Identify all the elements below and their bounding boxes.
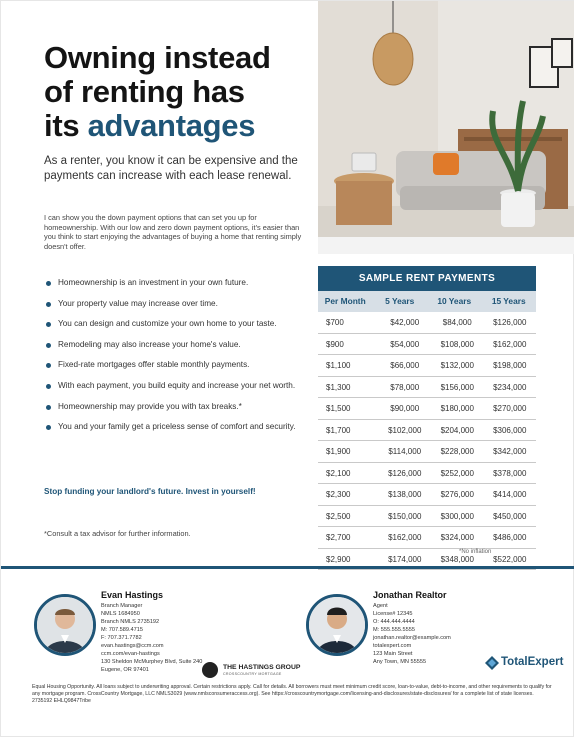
living-room-photo [318, 1, 574, 254]
table-cell: $276,000 [440, 490, 474, 499]
table-cell: $180,000 [440, 404, 474, 413]
headline-line-2: of renting has [44, 74, 245, 109]
call-to-action: Stop funding your landlord's future. Invest in yourself! [44, 487, 256, 496]
header-per-month: Per Month [324, 296, 366, 306]
agent-1-mobile: M: 707.589.4715 [101, 627, 143, 633]
agent-1-details [101, 602, 202, 674]
totalexpert-logo-icon [485, 656, 499, 670]
table-cell: $162,000 [388, 533, 422, 542]
bullet-text: Your property value may increase over time. [58, 298, 218, 308]
table-cell: $522,000 [493, 554, 527, 564]
totalexpert-logo-text: TotalExpert [501, 656, 564, 668]
agent-1-title: Branch Manager [101, 603, 143, 609]
table-cell: $324,000 [440, 533, 474, 542]
agent-2-name: Jonathan Realtor [373, 590, 447, 600]
agent-2-office: O: 444.444.4444 [373, 619, 415, 625]
bullet-item [44, 299, 306, 310]
bullet-item [44, 422, 306, 433]
table-row [318, 441, 536, 463]
table-cell: $198,000 [493, 361, 527, 370]
agent-2-mobile: M: 555.555.5555 [373, 627, 415, 633]
table-source-note: *No inflation [459, 549, 492, 555]
table-cell: $156,000 [440, 382, 474, 392]
hastings-group-logo-text: THE HASTINGS GROUP [223, 664, 301, 671]
table-cell: $132,000 [440, 361, 474, 370]
bullet-text: Homeownership may provide you with tax breaks.* [58, 401, 242, 411]
table-cell: $2,700 [326, 533, 351, 542]
table-cell: $54,000 [390, 339, 420, 349]
avatar-evan-hastings [34, 594, 96, 656]
table-cell: $486,000 [493, 533, 527, 542]
table-header-row [318, 291, 536, 312]
table-cell: $150,000 [388, 511, 422, 521]
body-paragraph: I can show you the down payment options that can set you up for homeownership. With our low and zero down payment options, it's easier than you think to start enjoying the advantages of buying a home that renting simply doesn't offer. [44, 213, 302, 251]
table-cell: $348,000 [440, 554, 474, 564]
headline [44, 41, 314, 143]
table-cell: $84,000 [442, 318, 472, 327]
bullet-item [44, 340, 306, 351]
table-cell: $1,900 [326, 447, 351, 456]
agent-2-city: Any Town, MN 55555 [373, 659, 427, 665]
agent-1-nmls: NMLS 1684950 [101, 611, 140, 617]
header-5-years: 5 Years [385, 296, 415, 306]
table-row [318, 506, 536, 528]
bullet-dot [46, 363, 51, 368]
agent-2-email[interactable]: jonathan.realtor@example.com [373, 635, 451, 641]
bullet-item [44, 278, 306, 289]
table-cell: $342,000 [493, 447, 527, 456]
header-15-years: 15 Years [491, 296, 526, 306]
bullet-dot [46, 384, 51, 389]
table-cell: $66,000 [390, 361, 420, 370]
agent-2-license: License# 12345 [373, 611, 413, 617]
rent-payments-table [318, 266, 536, 570]
table-cell: $108,000 [440, 339, 474, 349]
bullet-dot [46, 425, 51, 430]
table-cell: $126,000 [493, 318, 527, 327]
headline-line-3 [44, 109, 314, 143]
bullet-dot [46, 281, 51, 286]
agent-2-website[interactable]: totalexpert.com [373, 643, 412, 649]
agent-1-website[interactable]: ccm.com/evan-hastings [101, 651, 160, 657]
table-cell: $234,000 [493, 382, 527, 392]
tax-footnote: *Consult a tax advisor for further information. [44, 529, 191, 538]
table-row [318, 312, 536, 334]
bullet-text: Fixed-rate mortgages offer stable monthly payments. [58, 360, 250, 370]
table-cell: $114,000 [388, 447, 422, 456]
table-cell: $378,000 [493, 468, 527, 478]
table-cell: $204,000 [440, 425, 474, 435]
headline-line-1: Owning instead [44, 40, 271, 75]
footer-divider [1, 566, 574, 569]
table-row [318, 355, 536, 377]
table-cell: $1,700 [326, 425, 351, 435]
table-cell: $450,000 [493, 511, 527, 521]
table-cell: $42,000 [390, 318, 420, 327]
agent-1-city: Eugene, OR 97401 [101, 667, 149, 673]
table-row [318, 527, 536, 549]
bullet-dot [46, 322, 51, 327]
bullet-text: Homeownership is an investment in your own future. [58, 278, 249, 287]
bullet-text: Remodeling may also increase your home's value. [58, 339, 241, 349]
legal-disclaimer: Equal Housing Opportunity. All loans subject to underwriting approval. Certain restrictions apply. Call for details. All borrowers must meet minimum credit score, loan-to-value, debt-to-income, and other requirements to qualify for any mortgage program. CrossCountry Mortgage, LLC NMLS3029 (www.nmlsconsumeraccess.org). See https://crosscountrymortgage.com/licensing-and-disclosures/state-disclosures/ for a complete list of state licenses. 2735192 EHLQ9847Tribe [32, 684, 552, 704]
table-cell: $126,000 [388, 468, 422, 478]
table-row [318, 398, 536, 420]
bullet-item [44, 360, 306, 371]
table-cell: $102,000 [388, 425, 422, 435]
benefits-list [44, 278, 306, 433]
table-cell: $414,000 [493, 490, 527, 499]
table-cell: $162,000 [493, 339, 527, 349]
table-body [318, 312, 536, 570]
table-cell: $78,000 [390, 382, 420, 392]
bullet-text: With each payment, you build equity and increase your net worth. [58, 380, 296, 390]
table-cell: $252,000 [440, 468, 474, 478]
headline-accent: advantages [87, 108, 256, 143]
agent-2-title: Agent [373, 603, 388, 609]
agent-2-details [373, 602, 451, 666]
bullet-dot [46, 405, 51, 410]
hastings-group-logo-icon [202, 662, 218, 678]
table-cell: $900 [326, 339, 344, 349]
table-row [318, 420, 536, 442]
agent-1-fax: F: 707.371.7782 [101, 635, 142, 641]
avatar-jonathan-realtor [306, 594, 368, 656]
table-cell: $300,000 [440, 511, 474, 521]
bullet-dot [46, 302, 51, 307]
table-cell: $138,000 [388, 490, 422, 499]
bullet-item [44, 381, 306, 392]
agent-1-email[interactable]: evan.hastings@ccm.com [101, 643, 164, 649]
header-10-years: 10 Years [437, 296, 472, 306]
bullet-text: You can design and customize your own home to your taste. [58, 319, 277, 329]
table-row [318, 484, 536, 506]
table-cell: $2,500 [326, 511, 351, 521]
table-cell: $90,000 [390, 404, 420, 413]
table-cell: $1,300 [326, 382, 351, 392]
table-cell: $700 [326, 318, 344, 327]
table-cell: $2,900 [326, 554, 351, 564]
table-cell: $1,100 [326, 361, 351, 370]
table-row [318, 377, 536, 399]
bullet-item [44, 319, 306, 330]
table-row [318, 334, 536, 356]
agent-2-address: 123 Main Street [373, 651, 413, 657]
table-cell: $228,000 [440, 447, 474, 456]
bullet-dot [46, 343, 51, 348]
table-cell: $270,000 [493, 404, 527, 413]
agent-1-address: 130 Sheldon McMurphey Blvd, Suite 240 [101, 659, 203, 665]
table-row [318, 463, 536, 485]
table-cell: $306,000 [493, 425, 527, 435]
bullet-item [44, 402, 306, 413]
table-title: SAMPLE RENT PAYMENTS [318, 266, 536, 291]
lead-text: As a renter, you know it can be expensive and the payments can increase with each lease renewal. [44, 155, 298, 182]
table-cell: $2,300 [326, 490, 351, 499]
table-cell: $2,100 [326, 468, 351, 478]
table-cell: $174,000 [388, 554, 422, 564]
agent-1-name: Evan Hastings [101, 590, 164, 600]
headline-line-3-prefix: its [44, 108, 88, 143]
table-cell: $1,500 [326, 404, 351, 413]
agent-1-branch-nmls: Branch NMLS 2735192 [101, 619, 160, 625]
hastings-group-logo-subtext: CROSSCOUNTRY MORTGAGE [223, 672, 282, 676]
bullet-text: You and your family get a priceless sense of comfort and security. [58, 422, 296, 432]
